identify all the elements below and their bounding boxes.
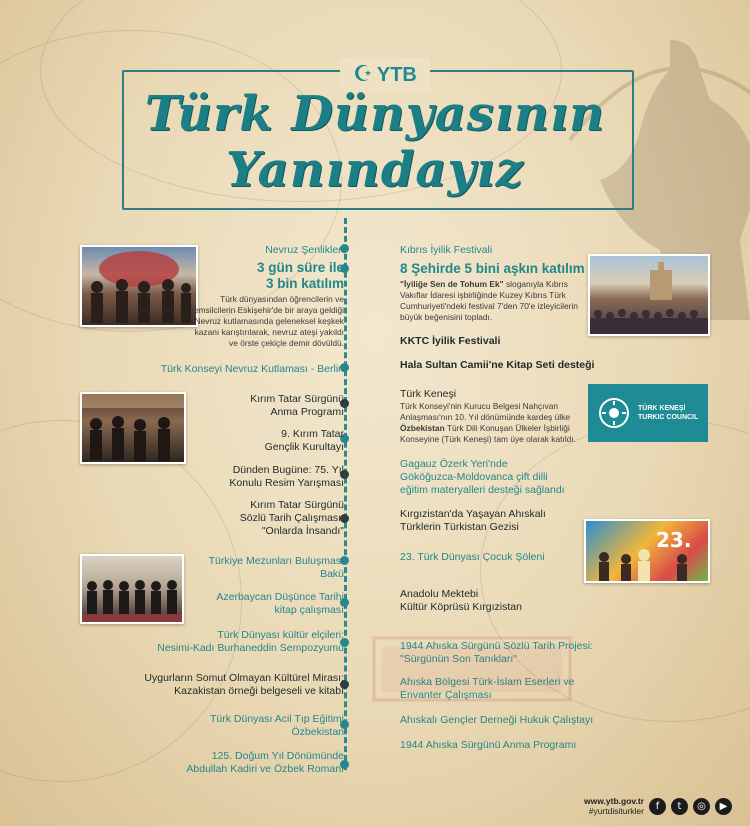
page-title-line2: Yanındayız xyxy=(226,142,524,198)
twitter-icon[interactable]: t xyxy=(671,798,688,815)
crescent-star-icon: ☪ xyxy=(353,62,373,87)
right-item-label: Kıbrıs İyilik Festivali xyxy=(400,244,493,256)
right-item-label: 1944 Ahıska Sürgünü Anma Programı xyxy=(400,739,577,751)
right-item-label: Türk Keneşi xyxy=(400,388,457,400)
logo-text: YTB xyxy=(376,63,417,86)
description-text: Türk Konseyi'nin Kurucu Belgesi Nahçıvan Anlaşması'nın 10. Yıl dönümünde kardeş ülke xyxy=(400,401,570,422)
footer xyxy=(584,796,732,816)
description-emphasis: Özbekistan xyxy=(400,423,445,433)
right-item-label: KKTC İyilik Festivali xyxy=(400,335,501,347)
badge-line2: TURKIC COUNCIL xyxy=(638,414,699,421)
left-item-label: Dünden Bugüne: 75. Yıl Konulu Resim Yarışması xyxy=(229,464,344,489)
right-item-highlight: 8 Şehirde 5 bini aşkın katılım xyxy=(400,261,585,276)
description-emphasis: "İyiliğe Sen de Tohum Ek" xyxy=(400,279,504,289)
right-item-label: Anadolu Mektebi Kültür Köprüsü Kırgızistan xyxy=(400,588,522,613)
instagram-icon[interactable]: ◎ xyxy=(693,798,710,815)
left-item-label: Kırım Tatar Sürgünü Sözlü Tarih Çalışması: "Onlarda İnsandı" xyxy=(239,499,344,537)
right-item-label: Ahıskalı Gençler Derneği Hukuk Çalıştayı xyxy=(400,714,594,726)
left-item-label: 125. Doğum Yıl Dönümünde Abdullah Kadiri ve Özbek Romanı xyxy=(186,750,344,775)
left-item-label: Nevruz Şenlikleri xyxy=(265,244,344,256)
description-text: sloganıyla Kıbrıs Vakıflar İdaresi işbirliğinde Kuzey Kıbrıs Türk Cumhuriyeti'ndeki festival 7'den 70'e izleyicilerin büyük beğenisini topladı. xyxy=(400,279,578,322)
turk-keneşi-emblem-icon xyxy=(598,397,630,429)
right-item-label: Kırgızistan'da Yaşayan Ahıskalı Türklerin Türkistan Gezisi xyxy=(400,508,546,533)
footer-url[interactable]: www.ytb.gov.tr xyxy=(584,796,644,806)
watermark-stamp xyxy=(372,636,572,702)
svg-text:23.: 23. xyxy=(656,528,692,552)
left-item-label: Uygurların Somut Olmayan Kültürel Mirası: Kazakistan örneği belgeseli ve kitabı xyxy=(144,672,344,697)
left-item-label: Türk Konseyi Nevruz Kutlaması - Berlin xyxy=(160,363,344,375)
page-title-line1: Türk Dünyasının xyxy=(144,86,606,142)
right-item-label: Hala Sultan Camii'ne Kitap Seti desteği xyxy=(400,359,595,371)
footer-hashtag: #yurtdisiturkler xyxy=(588,806,644,816)
right-item-description xyxy=(400,279,578,323)
kibris-photo xyxy=(588,254,710,336)
left-item-label: Azerbaycan Düşünce Tarihi kitap çalışması xyxy=(216,591,344,616)
right-item-label: Ahıska Bölgesi Türk-İslam Eserleri ve Envanter Çalışması xyxy=(400,676,575,701)
right-item-label: 1944 Ahıska Sürgünü Sözlü Tarih Projesi: "Sürgünün Son Tanıkları" xyxy=(400,640,594,665)
right-item-label: 23. Türk Dünyası Çocuk Şöleni xyxy=(400,551,545,563)
badge-line1: TÜRK KENEŞİ xyxy=(638,405,686,412)
description-text: Türk Dili Konuşan Ülkeler İşbirliği Konseyine (Türk Keneşi) tam üye olarak katıldı. xyxy=(400,423,576,444)
footer-text xyxy=(584,796,644,816)
turk-konseyi-badge xyxy=(588,384,708,442)
left-item-highlight: 3 gün süre ile 3 bin katılım xyxy=(256,260,344,291)
left-item-label: Türkiye Mezunları Buluşması Bakü xyxy=(208,555,344,580)
left-item-label: Kırım Tatar Sürgünü Anma Programı xyxy=(250,393,344,418)
left-item-description: Türk dünyasından öğrencilerin ve temsilcilerin Eskişehir'de bir araya geldiği Nevruz kutlamasında geleneksel keşkek kazanı karıştırılarak, nevruz ateşi yakıldı ve örste çekiçle demir dövüldü. xyxy=(191,294,344,348)
right-item-description xyxy=(400,401,580,445)
left-item-label: 9. Kırım Tatar Gençlik Kurultayı xyxy=(264,428,344,453)
cocuk-soleni-photo xyxy=(584,519,710,583)
left-item-label: Türk Dünyası kültür elçileri: Nesimi-Kadı Burhaneddin Sempozyumu xyxy=(157,629,344,654)
left-item-label: Türk Dünyası Acil Tıp Eğitimi Özbekistan xyxy=(209,713,344,738)
youtube-icon[interactable]: ▶ xyxy=(715,798,732,815)
facebook-icon[interactable]: f xyxy=(649,798,666,815)
right-item-label: Gagauz Özerk Yeri'nde Gököğuzca-Moldovanca çift dilli eğitim materyalleri desteği sağlandı xyxy=(400,458,565,496)
